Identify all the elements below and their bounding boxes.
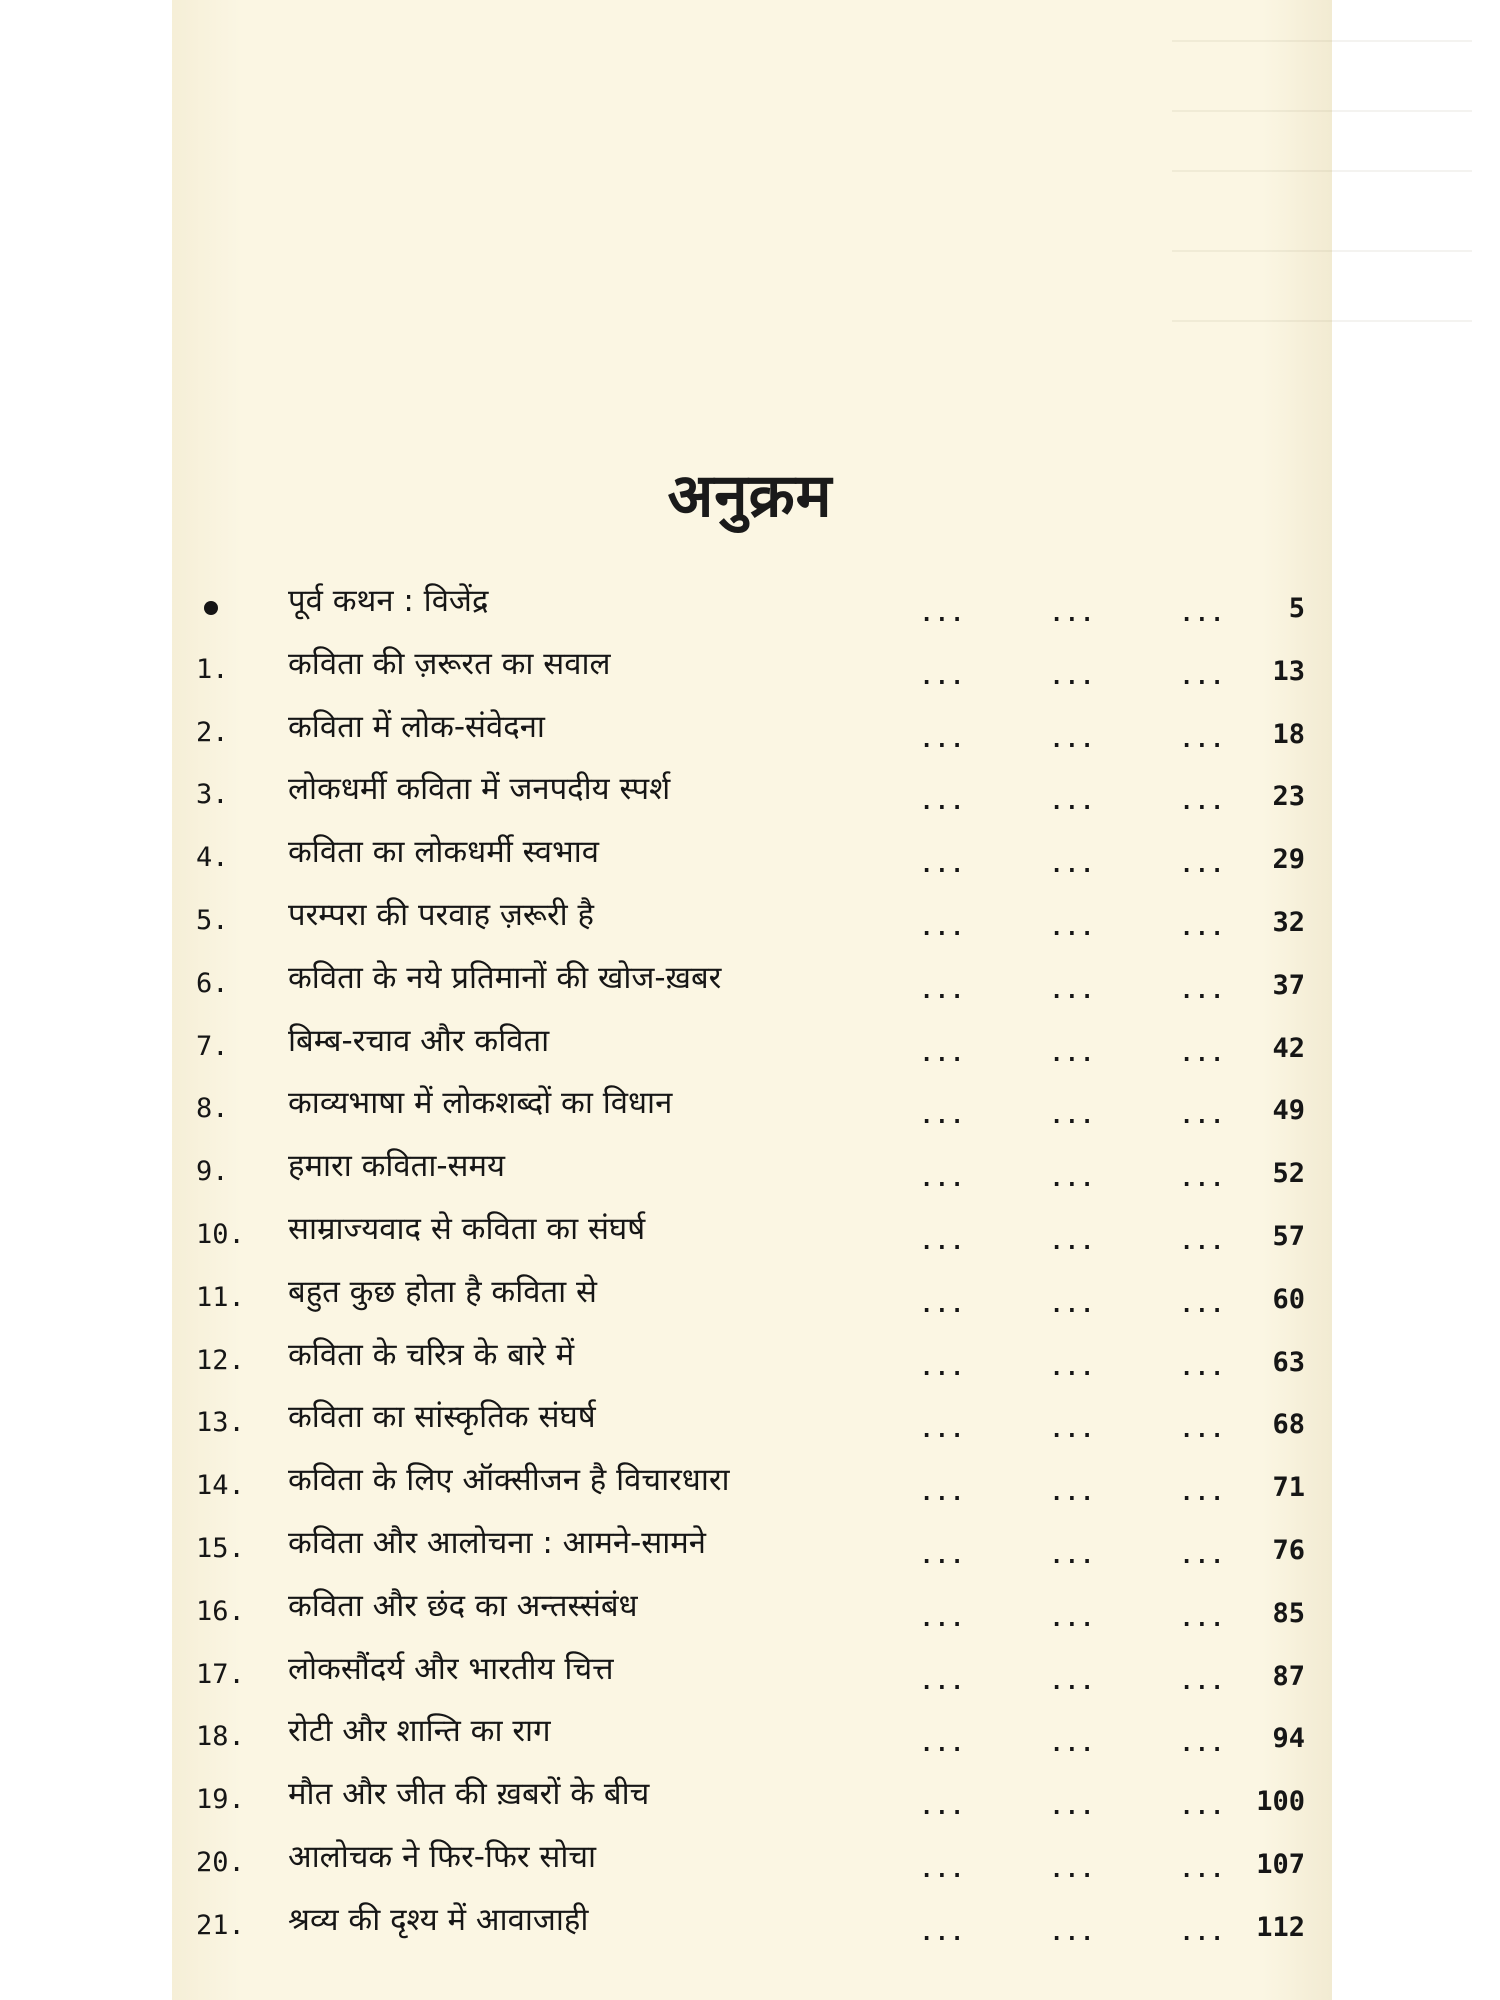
dot-leader: ... — [920, 790, 966, 816]
dot-leader: ... — [1180, 1544, 1226, 1569]
dot-leader: ... — [1050, 664, 1096, 690]
entry-title: कविता और आलोचना : आमने-सामने — [288, 1525, 707, 1561]
toc-entry — [0, 1588, 1500, 1650]
dot-leader: ... — [1180, 1920, 1226, 1946]
bleed-through-line — [1172, 40, 1472, 56]
entry-title: कविता और छंद का अन्तस्संबंध — [288, 1587, 638, 1624]
bleed-through-line — [1172, 250, 1472, 266]
toc-entry — [0, 1399, 1500, 1461]
dot-leader: ... — [1050, 1481, 1096, 1507]
dot-leader: ... — [1050, 1230, 1096, 1255]
entry-number: 8. — [196, 1093, 229, 1125]
dot-leader: ... — [1180, 916, 1226, 941]
page-number: 100 — [1256, 1786, 1305, 1818]
dot-leader: ... — [1050, 1858, 1096, 1883]
toc-entry — [0, 646, 1500, 708]
dot-leader: ... — [1180, 853, 1226, 879]
entry-title: परम्परा की परवाह ज़रूरी है — [288, 897, 595, 933]
toc-entry — [0, 1148, 1500, 1210]
dot-leader: ... — [1180, 978, 1226, 1004]
entry-number: 12. — [196, 1344, 245, 1376]
toc-entry — [0, 1713, 1500, 1775]
dot-leader: ... — [1050, 790, 1096, 816]
dot-leader: ... — [920, 1795, 966, 1821]
toc-entry — [0, 1274, 1500, 1336]
toc-entry — [0, 1462, 1500, 1524]
page-number: 87 — [1272, 1660, 1305, 1692]
page-number: 37 — [1272, 969, 1305, 1001]
entry-title: कविता के नये प्रतिमानों की खोज-ख़बर — [288, 959, 722, 996]
dot-leader: ... — [1050, 1795, 1096, 1821]
entry-title: कविता का सांस्कृतिक संघर्ष — [288, 1399, 596, 1436]
dot-leader: ... — [1180, 1230, 1226, 1255]
entry-title: बहुत कुछ होता है कविता से — [288, 1273, 598, 1310]
toc-entry — [0, 897, 1500, 959]
page-number: 42 — [1272, 1032, 1305, 1064]
dot-leader: ... — [920, 1355, 966, 1381]
dot-leader: ... — [920, 978, 966, 1004]
entry-title: साम्राज्यवाद से कविता का संघर्ष — [288, 1211, 646, 1247]
entry-number: 21. — [196, 1909, 245, 1941]
dot-leader: ... — [920, 916, 966, 941]
entry-title: आलोचक ने फिर-फिर सोचा — [288, 1839, 597, 1875]
entry-number: 4. — [196, 842, 229, 874]
entry-number: 10. — [196, 1219, 245, 1250]
dot-leader: ... — [1050, 1041, 1096, 1067]
entry-number: 11. — [196, 1281, 245, 1313]
page-number: 60 — [1272, 1283, 1305, 1315]
toc-entry — [0, 1211, 1500, 1273]
toc-entry — [0, 960, 1500, 1022]
dot-leader: ... — [1050, 1167, 1096, 1193]
page-number: 18 — [1272, 718, 1305, 750]
page-number: 94 — [1272, 1723, 1305, 1755]
entry-title: मौत और जीत की ख़बरों के बीच — [288, 1776, 650, 1813]
dot-leader: ... — [1050, 1544, 1096, 1569]
entry-title: श्रव्य की दृश्य में आवाजाही — [288, 1901, 589, 1938]
dot-leader: ... — [1050, 602, 1096, 627]
entry-title: कविता की ज़रूरत का सवाल — [288, 645, 611, 682]
entry-title: कविता के लिए ऑक्सीजन है विचारधारा — [288, 1462, 730, 1499]
dot-leader: ... — [1180, 1292, 1226, 1318]
dot-leader: ... — [1180, 1481, 1226, 1507]
dot-leader: ... — [920, 1606, 966, 1632]
entry-title: हमारा कविता-समय — [288, 1148, 506, 1185]
entry-number: 18. — [196, 1721, 245, 1753]
bullet-icon — [204, 601, 218, 615]
dot-leader: ... — [1180, 727, 1226, 753]
dot-leader: ... — [1180, 790, 1226, 816]
entry-number: 13. — [196, 1407, 245, 1439]
dot-leader: ... — [920, 1732, 966, 1758]
dot-leader: ... — [1050, 916, 1096, 941]
toc-entry — [0, 583, 1500, 645]
entry-number: 1. — [196, 653, 229, 685]
dot-leader: ... — [1180, 1418, 1226, 1444]
entry-number: 17. — [196, 1658, 245, 1690]
dot-leader: ... — [920, 1230, 966, 1255]
dot-leader: ... — [1180, 1606, 1226, 1632]
dot-leader: ... — [920, 1418, 966, 1444]
entry-number: 20. — [196, 1847, 245, 1878]
page-number: 52 — [1272, 1158, 1305, 1190]
page-number: 107 — [1256, 1849, 1305, 1880]
entry-title: बिम्ब-रचाव और कविता — [288, 1022, 550, 1059]
toc-entry — [0, 1023, 1500, 1085]
toc-entry — [0, 834, 1500, 896]
dot-leader: ... — [1180, 1795, 1226, 1821]
dot-leader: ... — [1050, 978, 1096, 1004]
toc-entry — [0, 1337, 1500, 1399]
dot-leader: ... — [920, 602, 966, 627]
dot-leader: ... — [1180, 1355, 1226, 1381]
page-number: 13 — [1272, 655, 1305, 687]
page-number: 57 — [1272, 1221, 1305, 1252]
dot-leader: ... — [1180, 1104, 1226, 1130]
dot-leader: ... — [1180, 1167, 1226, 1193]
page-number: 23 — [1272, 781, 1305, 813]
page-number: 85 — [1272, 1597, 1305, 1629]
dot-leader: ... — [1180, 602, 1226, 627]
page-number: 63 — [1272, 1346, 1305, 1378]
entry-number: 2. — [196, 716, 229, 748]
dot-leader: ... — [920, 1858, 966, 1883]
entry-number: 19. — [196, 1784, 245, 1816]
dot-leader: ... — [920, 1167, 966, 1193]
entry-title: काव्यभाषा में लोकशब्दों का विधान — [288, 1085, 673, 1122]
dot-leader: ... — [920, 853, 966, 879]
bleed-through-line — [1172, 320, 1472, 336]
entry-number: 7. — [196, 1030, 229, 1062]
toc-entry — [0, 1902, 1500, 1964]
page-number: 29 — [1272, 844, 1305, 876]
entry-number: 5. — [196, 905, 229, 936]
dot-leader: ... — [1050, 1732, 1096, 1758]
entry-number: 14. — [196, 1470, 245, 1502]
dot-leader: ... — [1050, 1606, 1096, 1632]
toc-entry — [0, 1525, 1500, 1587]
page-title: अनुक्रम — [667, 461, 833, 531]
entry-number: 16. — [196, 1595, 245, 1627]
entry-title: कविता में लोक-संवेदना — [288, 708, 545, 745]
dot-leader: ... — [920, 1104, 966, 1130]
dot-leader: ... — [1180, 1732, 1226, 1758]
page-number: 49 — [1272, 1095, 1305, 1127]
page-number: 76 — [1272, 1535, 1305, 1566]
dot-leader: ... — [1050, 1669, 1096, 1695]
dot-leader: ... — [920, 1920, 966, 1946]
entry-title: लोकधर्मी कविता में जनपदीय स्पर्श — [288, 771, 671, 808]
entry-title: रोटी और शान्ति का राग — [288, 1713, 551, 1750]
toc-entry — [0, 1776, 1500, 1838]
page-number: 32 — [1272, 907, 1305, 938]
dot-leader: ... — [1180, 1669, 1226, 1695]
bleed-through-line — [1172, 170, 1472, 186]
entry-number: 3. — [196, 779, 229, 811]
page-number: 5 — [1288, 593, 1305, 624]
dot-leader: ... — [920, 1041, 966, 1067]
toc-entry — [0, 1839, 1500, 1901]
dot-leader: ... — [920, 664, 966, 690]
toc-entry — [0, 709, 1500, 771]
dot-leader: ... — [920, 1544, 966, 1569]
entry-number: 6. — [196, 967, 229, 999]
dot-leader: ... — [1180, 1041, 1226, 1067]
entry-title: लोकसौंदर्य और भारतीय चित्त — [288, 1650, 614, 1687]
entry-title: कविता के चरित्र के बारे में — [288, 1336, 575, 1373]
dot-leader: ... — [1050, 1920, 1096, 1946]
dot-leader: ... — [1050, 1104, 1096, 1130]
dot-leader: ... — [1050, 1292, 1096, 1318]
dot-leader: ... — [920, 1292, 966, 1318]
dot-leader: ... — [1180, 664, 1226, 690]
entry-number: 15. — [196, 1533, 245, 1564]
dot-leader: ... — [920, 1669, 966, 1695]
dot-leader: ... — [1050, 1355, 1096, 1381]
toc-entry — [0, 1651, 1500, 1713]
page-number: 112 — [1256, 1911, 1305, 1943]
entry-number: 9. — [196, 1156, 229, 1188]
dot-leader: ... — [1050, 1418, 1096, 1444]
dot-leader: ... — [920, 727, 966, 753]
entry-title: पूर्व कथन : विजेंद्र — [288, 583, 489, 619]
page-number: 71 — [1272, 1472, 1305, 1504]
page-number: 68 — [1272, 1409, 1305, 1441]
dot-leader: ... — [1050, 853, 1096, 879]
bleed-through-line — [1172, 110, 1472, 126]
entry-title: कविता का लोकधर्मी स्वभाव — [288, 834, 600, 871]
dot-leader: ... — [1180, 1858, 1226, 1883]
dot-leader: ... — [1050, 727, 1096, 753]
toc-entry — [0, 1085, 1500, 1147]
toc-entry — [0, 771, 1500, 833]
dot-leader: ... — [920, 1481, 966, 1507]
